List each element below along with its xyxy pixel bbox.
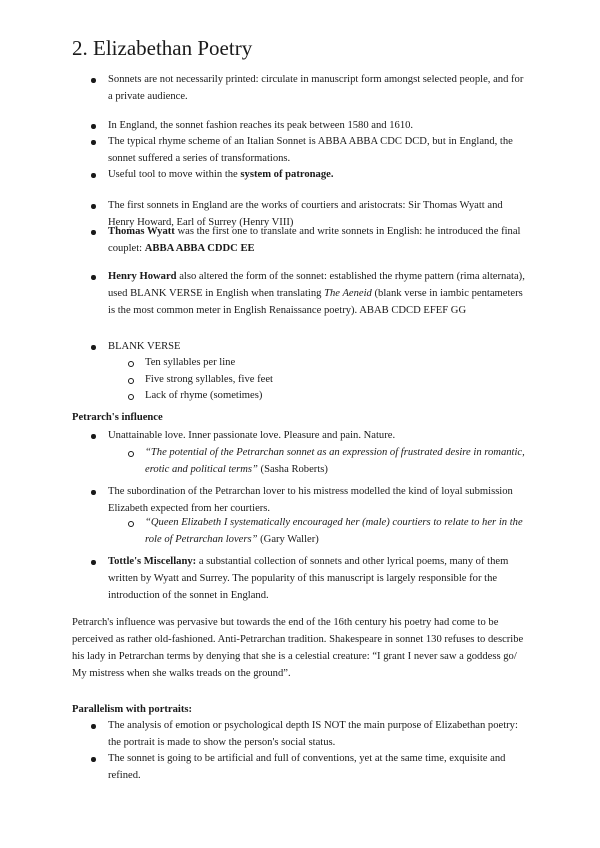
bullet-fashion-peak: In England, the sonnet fashion reaches its peak between 1580 and 1610. bbox=[108, 120, 414, 131]
tottles-miscellany bbox=[108, 553, 528, 604]
bullet-dot bbox=[91, 560, 96, 565]
sub-bullet-circle bbox=[128, 521, 134, 527]
bullet-dot bbox=[91, 204, 96, 209]
roberts-quote bbox=[145, 444, 529, 478]
bullet-patronage-bold: system of patronage. bbox=[240, 169, 334, 180]
bullet-dot bbox=[91, 173, 96, 178]
portraits-point-1: The analysis of emotion or psychological depth IS NOT the main purpose of Elizabethan poetry: the portrait is made to show the person's social status. bbox=[108, 720, 518, 748]
blank-verse-sub-3: Lack of rhyme (sometimes) bbox=[145, 390, 263, 401]
bullet-blank-verse: BLANK VERSE bbox=[108, 341, 181, 352]
bullet-henry-howard bbox=[108, 268, 528, 319]
blank-verse-sub-1: Ten syllables per line bbox=[145, 357, 236, 368]
bullet-dot bbox=[91, 78, 96, 83]
wyatt-scheme: ABBA ABBA CDDC EE bbox=[144, 243, 255, 254]
petrarch-paragraph: Petrarch's influence was pervasive but towards the end of the 16th century his poetry had come to be perceived as rather old-fashioned. Anti-Petrarchan tradition. Shakespeare in sonnet 130 refuses to describe his lady in Petrarchan terms by denying that she is a celestial creature: “I grant I never saw a goddess go/ My mistress when she walks treads on the ground”. bbox=[72, 617, 524, 679]
portraits-heading: Parallelism with portraits: bbox=[72, 704, 193, 715]
tottles-text: a substantial collection of sonnets and other lyrical poems, many of them written by Wyatt and Surrey. The popularity of this manuscript is largely responsible for the introduction of the sonnet in England. bbox=[108, 556, 509, 601]
bullet-dot bbox=[91, 345, 96, 350]
bullet-dot bbox=[91, 230, 96, 235]
howard-text-b: (blank verse in iambic pentameters is the most common meter in English Renaissance poetry). ABAB CDCD EFEF GG bbox=[108, 288, 523, 316]
bullet-thomas-wyatt bbox=[108, 223, 528, 257]
bullet-first-sonnets: The first sonnets in England are the works of courtiers and aristocrats: Sir Thomas Wyatt and Henry Howard, Earl of Surrey (Henry VIII) bbox=[108, 200, 503, 228]
sub-bullet-circle bbox=[128, 394, 134, 400]
aeneid-title: The Aeneid bbox=[324, 288, 372, 299]
bullet-dot bbox=[91, 757, 96, 762]
bullet-dot bbox=[91, 490, 96, 495]
waller-source: (Gary Waller) bbox=[257, 534, 319, 545]
petrarch-subordination: The subordination of the Petrarchan lover to his mistress modelled the kind of loyal submission Elizabeth expected from her courtiers. bbox=[108, 486, 513, 514]
waller-quote-text: “Queen Elizabeth I systematically encouraged her (male) courtiers to relate to her in the role of Petrarchan lovers” bbox=[145, 517, 523, 545]
portraits-point-2: The sonnet is going to be artificial and full of conventions, yet at the same time, exquisite and refined. bbox=[108, 753, 506, 781]
bullet-patronage-text: Useful tool to move within the bbox=[108, 169, 241, 180]
roberts-quote-text: “The potential of the Petrarchan sonnet as an expression of frustrated desire in romantic, erotic and political terms” bbox=[145, 447, 525, 475]
howard-name: Henry Howard bbox=[108, 271, 177, 282]
howard-text-a: also altered the form of the sonnet: established the rhyme pattern (rima alternata), used BLANK VERSE in English when translating bbox=[108, 271, 525, 299]
wyatt-name: Thomas Wyatt bbox=[108, 226, 175, 237]
bullet-dot bbox=[91, 124, 96, 129]
sub-bullet-circle bbox=[128, 451, 134, 457]
roberts-source: (Sasha Roberts) bbox=[257, 464, 328, 475]
sub-bullet-circle bbox=[128, 361, 134, 367]
bullet-dot bbox=[91, 275, 96, 280]
petrarch-themes: Unattainable love. Inner passionate love. Pleasure and pain. Nature. bbox=[108, 430, 396, 441]
wyatt-text: was the first one to translate and write sonnets in English: he introduced the final couplet: bbox=[108, 226, 521, 254]
waller-quote bbox=[145, 514, 529, 548]
bullet-dot bbox=[91, 434, 96, 439]
bullet-patronage bbox=[108, 166, 528, 183]
petrarch-heading: Petrarch's influence bbox=[72, 412, 163, 423]
bullet-rhyme-scheme: The typical rhyme scheme of an Italian Sonnet is ABBA ABBA CDC DCD, but in England, the sonnet suffered a series of transformations. bbox=[108, 136, 513, 164]
sub-bullet-circle bbox=[128, 378, 134, 384]
bullet-dot bbox=[91, 724, 96, 729]
tottles-title: Tottle's Miscellany: bbox=[108, 556, 197, 567]
bullet-manuscript: Sonnets are not necessarily printed: circulate in manuscript form amongst selected people, and for a private audience. bbox=[108, 74, 524, 102]
page-title: 2. Elizabethan Poetry bbox=[72, 36, 253, 60]
blank-verse-sub-2: Five strong syllables, five feet bbox=[145, 374, 273, 385]
bullet-dot bbox=[91, 140, 96, 145]
